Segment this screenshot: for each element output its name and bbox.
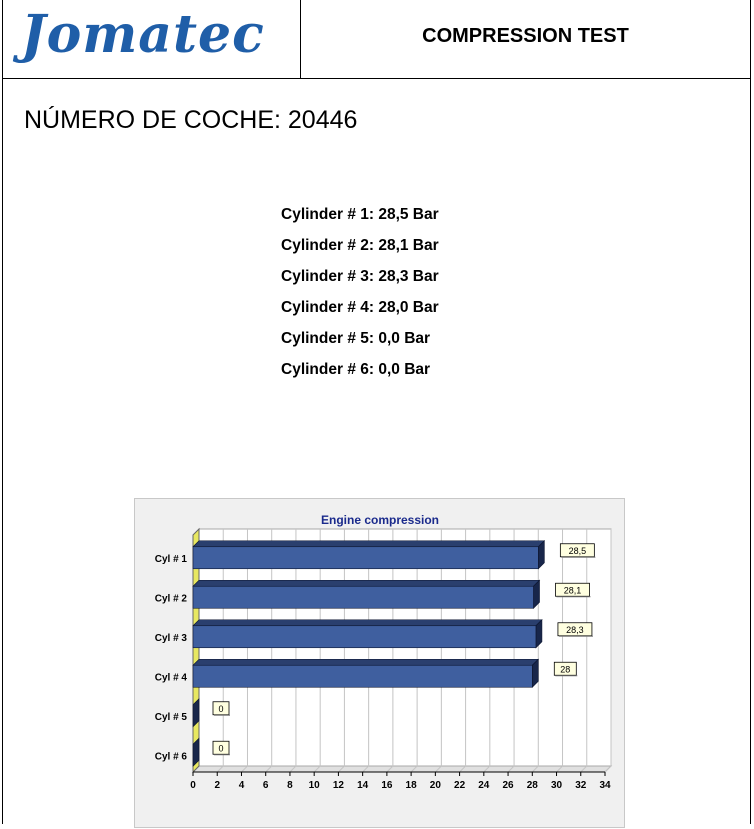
x-tick-label: 24 xyxy=(478,780,490,791)
x-tick-label: 14 xyxy=(357,780,369,791)
bar-top xyxy=(193,580,540,586)
data-label: 28,3 xyxy=(566,624,584,635)
reading-cylinder-4: Cylinder # 4: 28,0 Bar xyxy=(281,299,439,316)
report-body xyxy=(2,79,751,824)
x-tick-label: 2 xyxy=(214,780,221,791)
x-tick-label: 20 xyxy=(429,780,441,791)
category-label: Cyl # 6 xyxy=(154,751,187,763)
reading-cylinder-3: Cylinder # 3: 28,3 Bar xyxy=(281,268,439,285)
data-label: 0 xyxy=(218,743,224,754)
data-label: 28,5 xyxy=(568,545,587,556)
cylinder-readings xyxy=(281,206,439,392)
x-tick-label: 16 xyxy=(381,780,393,791)
compression-chart xyxy=(134,498,625,828)
document-header xyxy=(2,0,751,79)
bar xyxy=(193,626,536,648)
x-tick-label: 0 xyxy=(190,780,196,791)
reading-cylinder-2: Cylinder # 2: 28,1 Bar xyxy=(281,237,439,254)
x-tick-label: 26 xyxy=(502,780,514,791)
x-tick-label: 8 xyxy=(287,780,293,791)
category-label: Cyl # 1 xyxy=(154,553,187,565)
title-cell xyxy=(301,0,750,78)
chart-title: Engine compression xyxy=(320,513,440,527)
bar-top xyxy=(193,659,538,665)
chart-canvas xyxy=(135,499,626,829)
data-label: 0 xyxy=(218,703,224,714)
reading-cylinder-5: Cylinder # 5: 0,0 Bar xyxy=(281,330,431,347)
category-label: Cyl # 5 xyxy=(154,711,187,723)
category-label: Cyl # 2 xyxy=(154,593,187,605)
category-label: Cyl # 3 xyxy=(154,632,187,644)
x-tick-label: 4 xyxy=(238,780,245,791)
x-tick-label: 22 xyxy=(454,780,466,791)
x-tick-label: 10 xyxy=(308,780,320,791)
x-tick-label: 30 xyxy=(550,780,563,791)
reading-cylinder-1: Cylinder # 1: 28,5 Bar xyxy=(281,206,439,223)
bar xyxy=(193,586,534,608)
category-label: Cyl # 4 xyxy=(154,672,187,684)
x-tick-labels xyxy=(190,772,611,791)
x-tick-label: 6 xyxy=(262,780,269,791)
x-tick-label: 32 xyxy=(575,780,587,791)
x-tick-label: 34 xyxy=(599,780,611,791)
chart-floor xyxy=(193,766,611,772)
bar xyxy=(193,665,532,687)
x-tick-label: 18 xyxy=(405,780,417,791)
data-label: 28 xyxy=(560,664,571,675)
x-tick-label: 28 xyxy=(526,780,538,791)
logo-cell xyxy=(3,0,301,78)
reading-cylinder-6: Cylinder # 6: 0,0 Bar xyxy=(281,361,431,378)
data-label: 28,1 xyxy=(563,585,582,596)
company-logo: Jomatec xyxy=(21,4,265,65)
bar-top xyxy=(193,620,542,626)
document-title: COMPRESSION TEST xyxy=(422,25,629,47)
car-number: NÚMERO DE COCHE: 20446 xyxy=(24,106,358,134)
bar-top xyxy=(193,541,544,547)
x-tick-label: 12 xyxy=(332,780,344,791)
bar xyxy=(193,547,538,569)
